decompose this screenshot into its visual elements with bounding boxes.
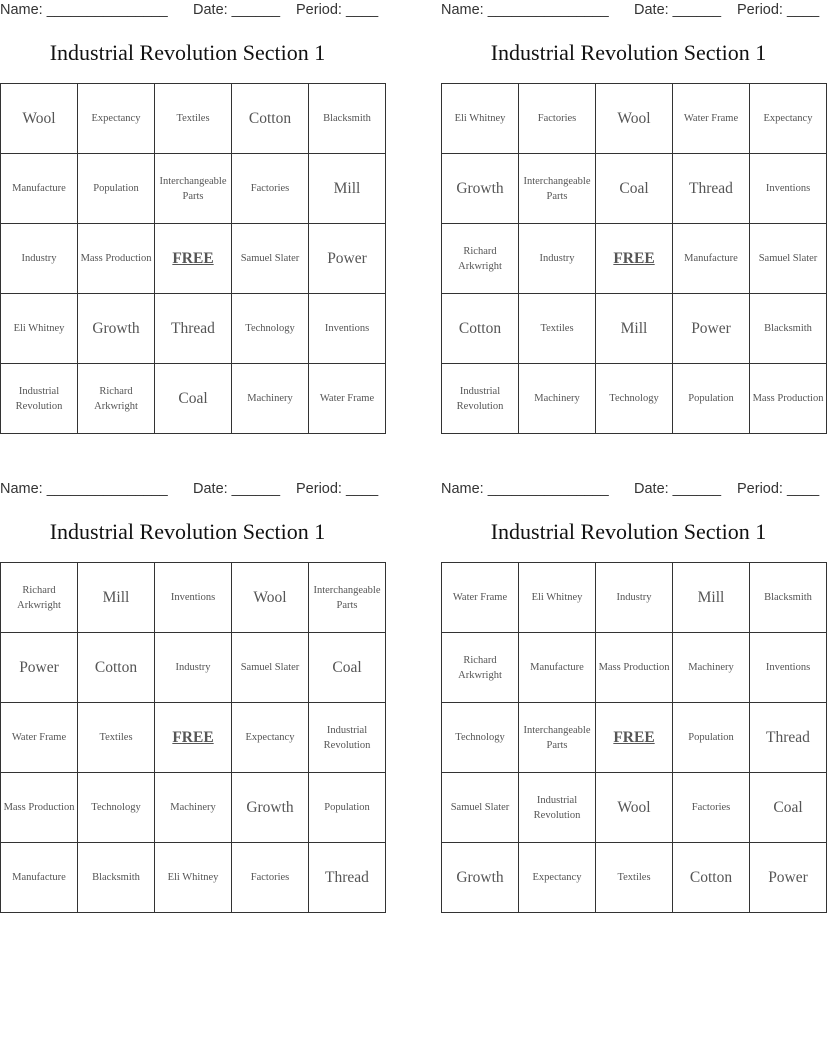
card-title: Industrial Revolution Section 1 bbox=[49, 40, 326, 65]
bingo-cell: Thread bbox=[673, 154, 750, 224]
bingo-cell: Power bbox=[750, 843, 827, 913]
bingo-cell: Mass Production bbox=[1, 773, 78, 843]
bingo-cell: Cotton bbox=[673, 843, 750, 913]
bingo-cell: Mill bbox=[78, 563, 155, 633]
student-info-line bbox=[0, 2, 379, 20]
name-field: Name: _______________ bbox=[441, 481, 609, 497]
bingo-cell: Blacksmith bbox=[309, 84, 386, 154]
card-title: Industrial Revolution Section 1 bbox=[490, 519, 767, 544]
bingo-cell: Industry bbox=[596, 563, 673, 633]
bingo-cell: Blacksmith bbox=[78, 843, 155, 913]
bingo-cell: Thread bbox=[155, 294, 232, 364]
free-space: FREE bbox=[155, 703, 232, 773]
bingo-cell: Coal bbox=[750, 773, 827, 843]
name-field: Name: _______________ bbox=[0, 2, 168, 18]
bingo-cell: Industry bbox=[1, 224, 78, 294]
bingo-grid bbox=[441, 83, 827, 434]
bingo-cell: Inventions bbox=[750, 154, 827, 224]
bingo-cell: Coal bbox=[309, 633, 386, 703]
grid-row bbox=[1, 703, 386, 773]
grid-row bbox=[442, 563, 827, 633]
bingo-cell: Textiles bbox=[519, 294, 596, 364]
bingo-cell: Machinery bbox=[673, 633, 750, 703]
period-field: Period: ____ bbox=[296, 2, 379, 18]
bingo-cell: Inventions bbox=[155, 563, 232, 633]
free-space: FREE bbox=[155, 224, 232, 294]
bingo-cell: Eli Whitney bbox=[519, 563, 596, 633]
bingo-cell: Expectancy bbox=[750, 84, 827, 154]
bingo-cell: Expectancy bbox=[232, 703, 309, 773]
grid-row bbox=[1, 154, 386, 224]
grid-row bbox=[442, 633, 827, 703]
bingo-cell: Eli Whitney bbox=[1, 294, 78, 364]
bingo-cell: Interchangeable Parts bbox=[155, 154, 232, 224]
grid-row bbox=[1, 773, 386, 843]
bingo-cell: Richard Arkwright bbox=[442, 224, 519, 294]
bingo-cell: Industrial Revolution bbox=[1, 364, 78, 434]
bingo-cell: Expectancy bbox=[78, 84, 155, 154]
date-field: Date: ______ bbox=[193, 481, 281, 497]
bingo-grid bbox=[441, 562, 827, 913]
bingo-cell: Population bbox=[78, 154, 155, 224]
student-info-line bbox=[441, 481, 820, 499]
bingo-cell: Water Frame bbox=[309, 364, 386, 434]
bingo-cell: Mass Production bbox=[596, 633, 673, 703]
bingo-cell: Samuel Slater bbox=[442, 773, 519, 843]
bingo-cell: Industrial Revolution bbox=[442, 364, 519, 434]
bingo-cell: Blacksmith bbox=[750, 294, 827, 364]
bingo-cell: Manufacture bbox=[673, 224, 750, 294]
bingo-cell: Water Frame bbox=[673, 84, 750, 154]
bingo-cell: Population bbox=[309, 773, 386, 843]
date-field: Date: ______ bbox=[634, 2, 722, 18]
bingo-cell: Manufacture bbox=[519, 633, 596, 703]
card-title: Industrial Revolution Section 1 bbox=[490, 40, 767, 65]
grid-row bbox=[1, 633, 386, 703]
bingo-cell: Technology bbox=[232, 294, 309, 364]
bingo-cell: Technology bbox=[596, 364, 673, 434]
bingo-cell: Interchangeable Parts bbox=[309, 563, 386, 633]
bingo-cell: Industry bbox=[155, 633, 232, 703]
card-title: Industrial Revolution Section 1 bbox=[49, 519, 326, 544]
grid-row bbox=[1, 364, 386, 434]
bingo-cell: Eli Whitney bbox=[442, 84, 519, 154]
bingo-cell: Power bbox=[1, 633, 78, 703]
bingo-cell: Wool bbox=[1, 84, 78, 154]
bingo-cell: Samuel Slater bbox=[750, 224, 827, 294]
period-field: Period: ____ bbox=[737, 2, 820, 18]
bingo-grid bbox=[0, 83, 386, 434]
student-info-line bbox=[441, 2, 820, 20]
bingo-cell: Factories bbox=[673, 773, 750, 843]
bingo-cell: Machinery bbox=[155, 773, 232, 843]
grid-row bbox=[1, 563, 386, 633]
bingo-cell: Growth bbox=[78, 294, 155, 364]
bingo-cell: Eli Whitney bbox=[155, 843, 232, 913]
bingo-cell: Coal bbox=[596, 154, 673, 224]
bingo-cell: Interchangeable Parts bbox=[519, 703, 596, 773]
bingo-cell: Textiles bbox=[155, 84, 232, 154]
bingo-cell: Power bbox=[309, 224, 386, 294]
bingo-cell: Cotton bbox=[442, 294, 519, 364]
bingo-cell: Mass Production bbox=[750, 364, 827, 434]
bingo-cell: Inventions bbox=[750, 633, 827, 703]
grid-row bbox=[442, 773, 827, 843]
grid-row bbox=[442, 294, 827, 364]
grid-row bbox=[442, 224, 827, 294]
bingo-cell: Factories bbox=[232, 843, 309, 913]
bingo-cell: Industrial Revolution bbox=[309, 703, 386, 773]
bingo-cell: Technology bbox=[442, 703, 519, 773]
period-field: Period: ____ bbox=[296, 481, 379, 497]
bingo-cell: Growth bbox=[442, 154, 519, 224]
bingo-cell: Power bbox=[673, 294, 750, 364]
bingo-cell: Industry bbox=[519, 224, 596, 294]
bingo-cell: Technology bbox=[78, 773, 155, 843]
bingo-cell: Samuel Slater bbox=[232, 633, 309, 703]
name-field: Name: _______________ bbox=[0, 481, 168, 497]
grid-row bbox=[1, 843, 386, 913]
bingo-cell: Wool bbox=[596, 84, 673, 154]
bingo-cell: Richard Arkwright bbox=[442, 633, 519, 703]
bingo-cell: Interchangeable Parts bbox=[519, 154, 596, 224]
bingo-cell: Water Frame bbox=[1, 703, 78, 773]
bingo-cell: Manufacture bbox=[1, 843, 78, 913]
bingo-cell: Growth bbox=[232, 773, 309, 843]
bingo-cell: Cotton bbox=[232, 84, 309, 154]
bingo-cell: Mill bbox=[596, 294, 673, 364]
bingo-cell: Cotton bbox=[78, 633, 155, 703]
grid-row bbox=[442, 84, 827, 154]
bingo-cell: Richard Arkwright bbox=[78, 364, 155, 434]
bingo-grid bbox=[0, 562, 386, 913]
bingo-cell: Industrial Revolution bbox=[519, 773, 596, 843]
free-space: FREE bbox=[596, 224, 673, 294]
grid-row bbox=[1, 294, 386, 364]
bingo-cell: Textiles bbox=[596, 843, 673, 913]
bingo-cell: Wool bbox=[232, 563, 309, 633]
bingo-cell: Machinery bbox=[232, 364, 309, 434]
bingo-cell: Water Frame bbox=[442, 563, 519, 633]
bingo-cell: Machinery bbox=[519, 364, 596, 434]
bingo-cell: Coal bbox=[155, 364, 232, 434]
bingo-cell: Population bbox=[673, 703, 750, 773]
bingo-cell: Mill bbox=[673, 563, 750, 633]
grid-row bbox=[1, 224, 386, 294]
grid-row bbox=[442, 154, 827, 224]
bingo-cell: Manufacture bbox=[1, 154, 78, 224]
bingo-cell: Factories bbox=[519, 84, 596, 154]
name-field: Name: _______________ bbox=[441, 2, 609, 18]
bingo-cell: Population bbox=[673, 364, 750, 434]
bingo-cell: Samuel Slater bbox=[232, 224, 309, 294]
grid-row bbox=[442, 843, 827, 913]
grid-row bbox=[1, 84, 386, 154]
bingo-cell: Textiles bbox=[78, 703, 155, 773]
grid-row bbox=[442, 703, 827, 773]
bingo-cell: Mill bbox=[309, 154, 386, 224]
free-space: FREE bbox=[596, 703, 673, 773]
bingo-cell: Wool bbox=[596, 773, 673, 843]
bingo-cell: Mass Production bbox=[78, 224, 155, 294]
bingo-cell: Inventions bbox=[309, 294, 386, 364]
bingo-cell: Thread bbox=[309, 843, 386, 913]
date-field: Date: ______ bbox=[634, 481, 722, 497]
grid-row bbox=[442, 364, 827, 434]
bingo-cell: Expectancy bbox=[519, 843, 596, 913]
date-field: Date: ______ bbox=[193, 2, 281, 18]
bingo-cell: Factories bbox=[232, 154, 309, 224]
bingo-cell: Thread bbox=[750, 703, 827, 773]
bingo-cell: Growth bbox=[442, 843, 519, 913]
period-field: Period: ____ bbox=[737, 481, 820, 497]
student-info-line bbox=[0, 481, 379, 499]
bingo-cell: Richard Arkwright bbox=[1, 563, 78, 633]
bingo-cell: Blacksmith bbox=[750, 563, 827, 633]
